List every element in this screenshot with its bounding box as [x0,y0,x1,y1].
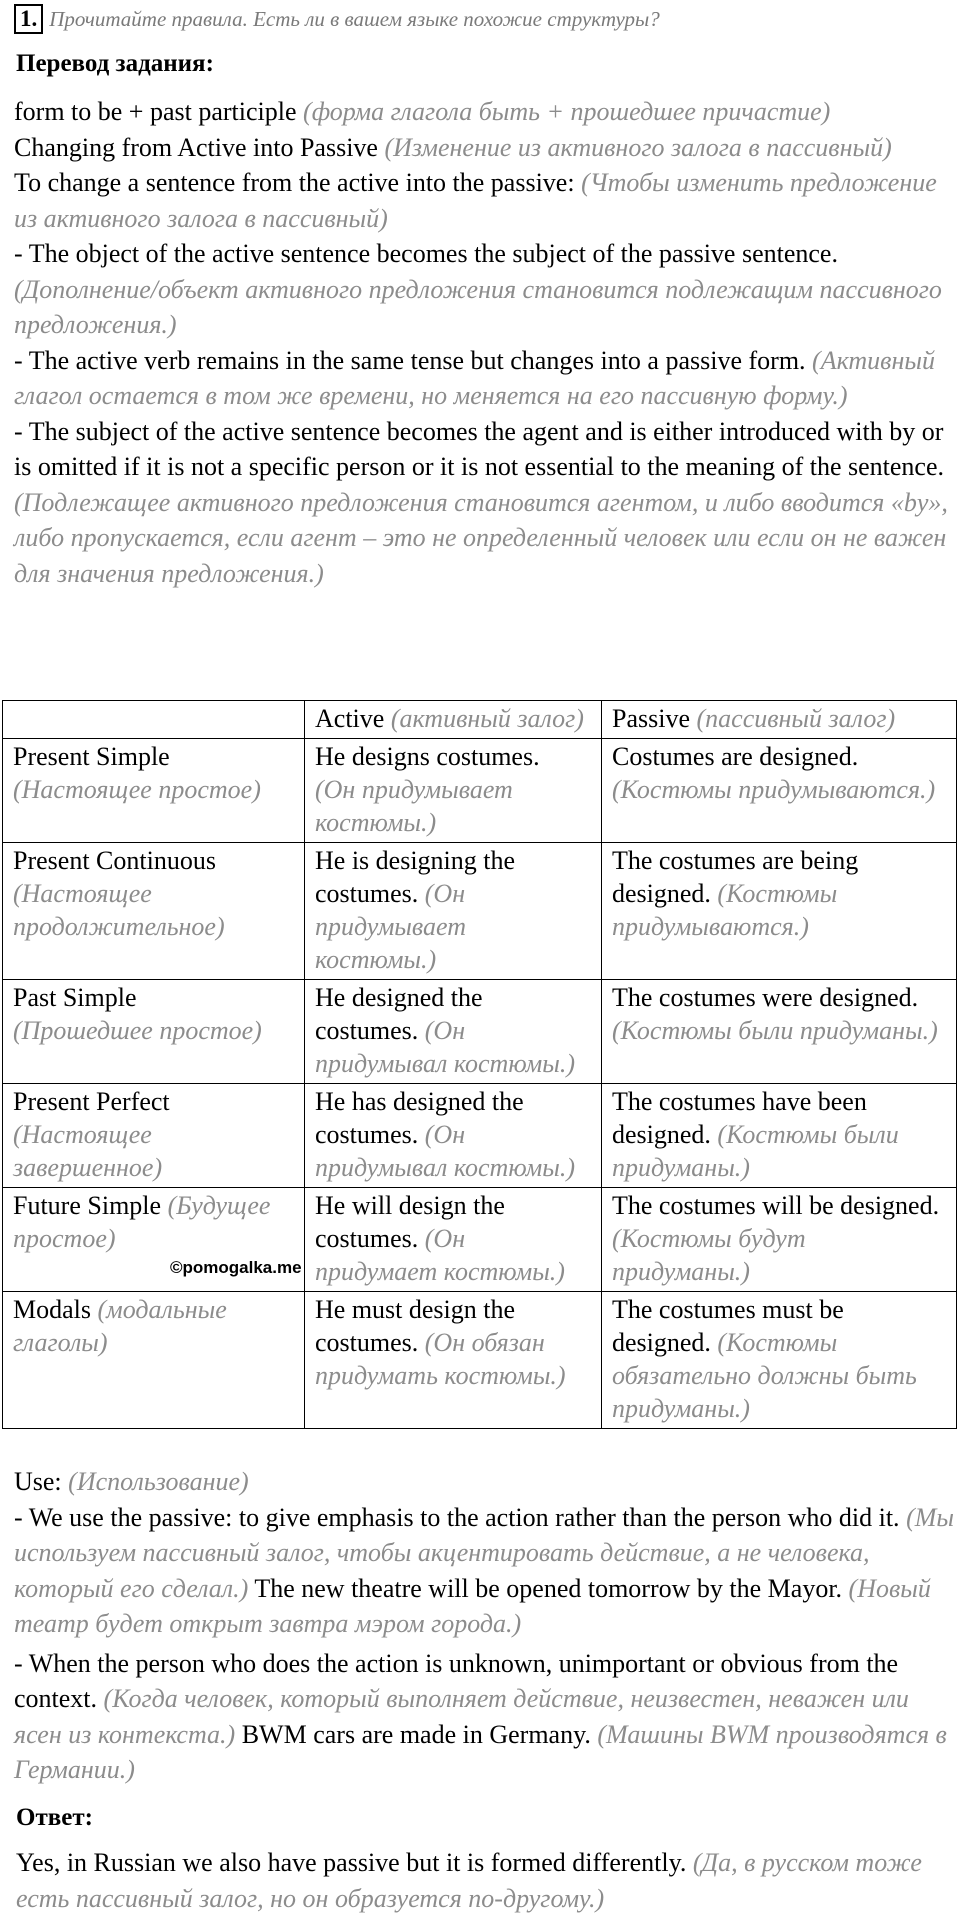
rule-en: - The active verb remains in the same tense but changes into a passive form. [14,345,806,375]
translation-heading: Перевод задания: [16,50,214,77]
answer-text [16,1845,946,1916]
rule-ru: (Подлежащее активного предложения становится агентом, и либо вводится «by», либо пропускается, если агент – это не определенный человек или если он не важен для значения предложения.) [14,487,948,588]
use-section [14,1464,956,1788]
table-row [3,1292,957,1429]
rule-ru: (Изменение из активного залога в пассивный) [384,132,892,162]
rule-paragraph [14,343,949,414]
active-cell: He designs costumes. (Он придумывает костюмы.) [305,739,602,843]
use-label: Use: (Использование) [14,1467,249,1496]
rule-paragraph [14,165,949,236]
watermark: ©pomogalka.me [170,1258,302,1277]
active-cell: He will design the costumes. (Он придумает костюмы.) [305,1188,602,1292]
use-item: - We use the passive: to give emphasis to the action rather than the person who did it. (Мы используем пассивный залог, чтобы акцентировать действие, а не человека, который его сделал.) The new theatre will be opened tomorrow by the Mayor. (Новый театр будет открыт завтра мэром города.) [14,1502,954,1638]
passive-cell: The costumes were designed. (Костюмы были придуманы.) [602,980,957,1084]
tense-cell: Present Perfect (Настоящее завершенное) [3,1084,305,1188]
rules-section [14,94,949,591]
rule-paragraph [14,130,949,166]
answer-ru: (Да, в русском тоже есть пассивный залог, но он образуется по-другому.) [16,1848,922,1913]
rule-paragraph [14,414,949,592]
answer-heading: Ответ: [16,1804,93,1831]
rule-en: - The object of the active sentence becomes the subject of the passive sentence. [14,239,838,268]
passive-cell: The costumes will be designed. (Костюмы будут придуманы.) [602,1188,957,1292]
use-item: - When the person who does the action is unknown, unimportant or obvious from the context. (Когда человек, который выполняет действие, неизвестен, неважен или ясен из контекста.) BWM cars are made in Germany. (Машины BWM производятся в Германии.) [14,1648,947,1784]
rule-ru: (Активный глагол остается в том же времени, но меняется на его пассивную форму.) [14,345,935,410]
rule-en: Changing from Active into Passive [14,132,378,162]
tense-cell: Modals (модальные глаголы) [3,1292,305,1429]
passive-cell: The costumes are being designed. (Костюмы придумываются.) [602,843,957,980]
passive-cell: The costumes must be designed. (Костюмы обязательно должны быть придуманы.) [602,1292,957,1429]
rule-paragraph [14,236,949,343]
table-row [3,1084,957,1188]
tense-cell: Present Continuous (Настоящее продолжительное) [3,843,305,980]
active-passive-table [2,700,957,1429]
table-row [3,843,957,980]
rule-ru: (форма глагола быть + прошедшее причастие) [303,97,831,126]
rule-en: - The subject of the active sentence becomes the agent and is either introduced with by or is omitted if it is not a specific person or it is not essential to the meaning of the sentence. [14,416,945,481]
rule-en: form to be + past participle [14,97,297,126]
table-row [3,739,957,843]
passive-cell: Costumes are designed. (Костюмы придумываются.) [602,739,957,843]
passive-cell: The costumes have been designed. (Костюмы были придуманы.) [602,1084,957,1188]
active-header: Active (активный залог) [305,701,602,739]
active-cell: He designed the costumes. (Он придумывал костюмы.) [305,980,602,1084]
tense-cell: Present Simple (Настоящее простое) [3,739,305,843]
active-cell: He must design the costumes. (Он обязан придумать костюмы.) [305,1292,602,1429]
table-row [3,1188,957,1292]
answer-en: Yes, in Russian we also have passive but it is formed differently. [16,1848,687,1877]
table-corner-cell [3,701,305,739]
rule-ru: (Дополнение/объект активного предложения становится подлежащим пассивного предложения.) [14,274,942,339]
rule-ru: (Чтобы изменить предложение из активного залога в пассивный) [14,168,937,233]
table-row [3,980,957,1084]
task-instruction: Прочитайте правила. Есть ли в вашем языке похожие структуры? [49,7,660,31]
task-line [14,4,660,34]
rule-paragraph [14,94,949,130]
task-number: 1. [14,4,43,34]
tense-cell: Future Simple (Будущее простое) [3,1188,305,1292]
active-cell: He is designing the costumes. (Он придумывает костюмы.) [305,843,602,980]
passive-header: Passive (пассивный залог) [602,701,957,739]
active-cell: He has designed the costumes. (Он придумывал костюмы.) [305,1084,602,1188]
rule-en: To change a sentence from the active into the passive: [14,168,575,197]
table-header-row [3,701,957,739]
tense-cell: Past Simple (Прошедшее простое) [3,980,305,1084]
